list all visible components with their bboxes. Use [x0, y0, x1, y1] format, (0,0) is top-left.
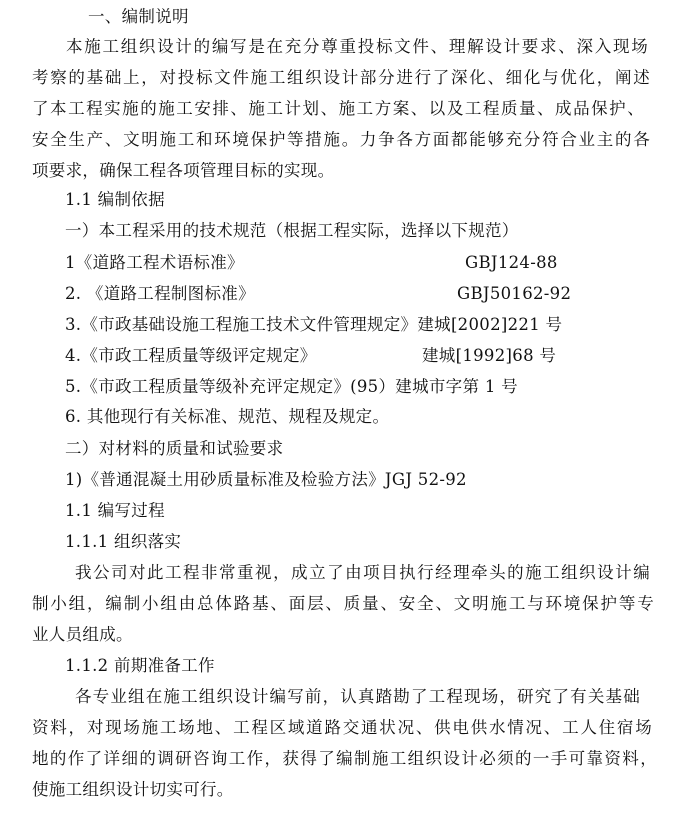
spec-code: 建城[1992]68 号 — [422, 346, 557, 365]
spec-item-3: 3.《市政基础设施工程施工技术文件管理规定》建城[2002]221 号 — [65, 315, 563, 334]
subsection-heading-1-1-2: 1.1.2 前期准备工作 — [65, 656, 215, 675]
intro-paragraph-line-1: 本施工组织设计的编写是在充分尊重投标文件、理解设计要求、深入现场 — [66, 37, 648, 56]
spec-item-5: 5.《市政工程质量等级补充评定规定》(95）建城市字第 1 号 — [65, 377, 518, 396]
spec-title: 1《道路工程术语标准》 — [65, 253, 244, 272]
tech-specs-heading: 一）本工程采用的技术规范（根据工程实际，选择以下规范） — [65, 221, 519, 240]
spec-title: 2. 《道路工程制图标准》 — [65, 284, 255, 303]
prep-paragraph-line-1: 各专业组在施工组织设计编写前，认真踏勘了工程现场，研究了有关基础 — [75, 687, 640, 706]
subsection-heading-1-1-1: 1.1.1 组织落实 — [65, 532, 182, 551]
intro-paragraph-line-2: 考察的基础上，对投标文件施工组织设计部分进行了深化、细化与优化，阐述 — [32, 68, 650, 87]
materials-heading: 二）对材料的质量和试验要求 — [65, 439, 284, 458]
org-paragraph-line-3: 业人员组成。 — [32, 625, 133, 644]
spec-item-2 — [65, 281, 625, 307]
spec-code: GBJ124-88 — [465, 253, 558, 272]
spec-code: GBJ50162-92 — [457, 284, 572, 303]
subsection-heading-1-1: 1.1 编制依据 — [65, 190, 165, 209]
org-paragraph-line-2: 制小组，编制小组由总体路基、面层、质量、安全、文明施工与环境保护等专 — [32, 594, 654, 613]
intro-paragraph-line-4: 安全生产、文明施工和环境保护等措施。力争各方面都能够充分符合业主的各 — [32, 130, 650, 149]
intro-paragraph-line-3: 了本工程实施的施工安排、施工计划、施工方案、以及工程质量、成品保护、 — [32, 99, 644, 118]
prep-paragraph-line-3: 地的作了详细的调研咨询工作，获得了编制施工组织设计必须的一手可靠资料， — [32, 749, 657, 768]
prep-paragraph-line-2: 资料，对现场施工场地、工程区域道路交通状况、供电供水情况、工人住宿场 — [32, 718, 652, 737]
subsection-heading-writing-process: 1.1 编写过程 — [65, 501, 165, 520]
section-heading: 一、编制说明 — [88, 7, 189, 26]
spec-title: 4.《市政工程质量等级评定规定》 — [65, 346, 317, 365]
intro-paragraph-line-5: 项要求，确保工程各项管理目标的实现。 — [32, 161, 335, 180]
prep-paragraph-line-4: 使施工组织设计切实可行。 — [32, 780, 234, 799]
org-paragraph-line-1: 我公司对此工程非常重视，成立了由项目执行经理牵头的施工组织设计编 — [75, 563, 650, 582]
spec-item-6: 6. 其他现行有关标准、规范、规程及规定。 — [65, 407, 390, 426]
spec-item-1 — [65, 250, 625, 276]
materials-item-1: 1)《普通混凝土用砂质量标准及检验方法》JGJ 52-92 — [65, 470, 467, 489]
spec-item-4 — [65, 343, 625, 369]
